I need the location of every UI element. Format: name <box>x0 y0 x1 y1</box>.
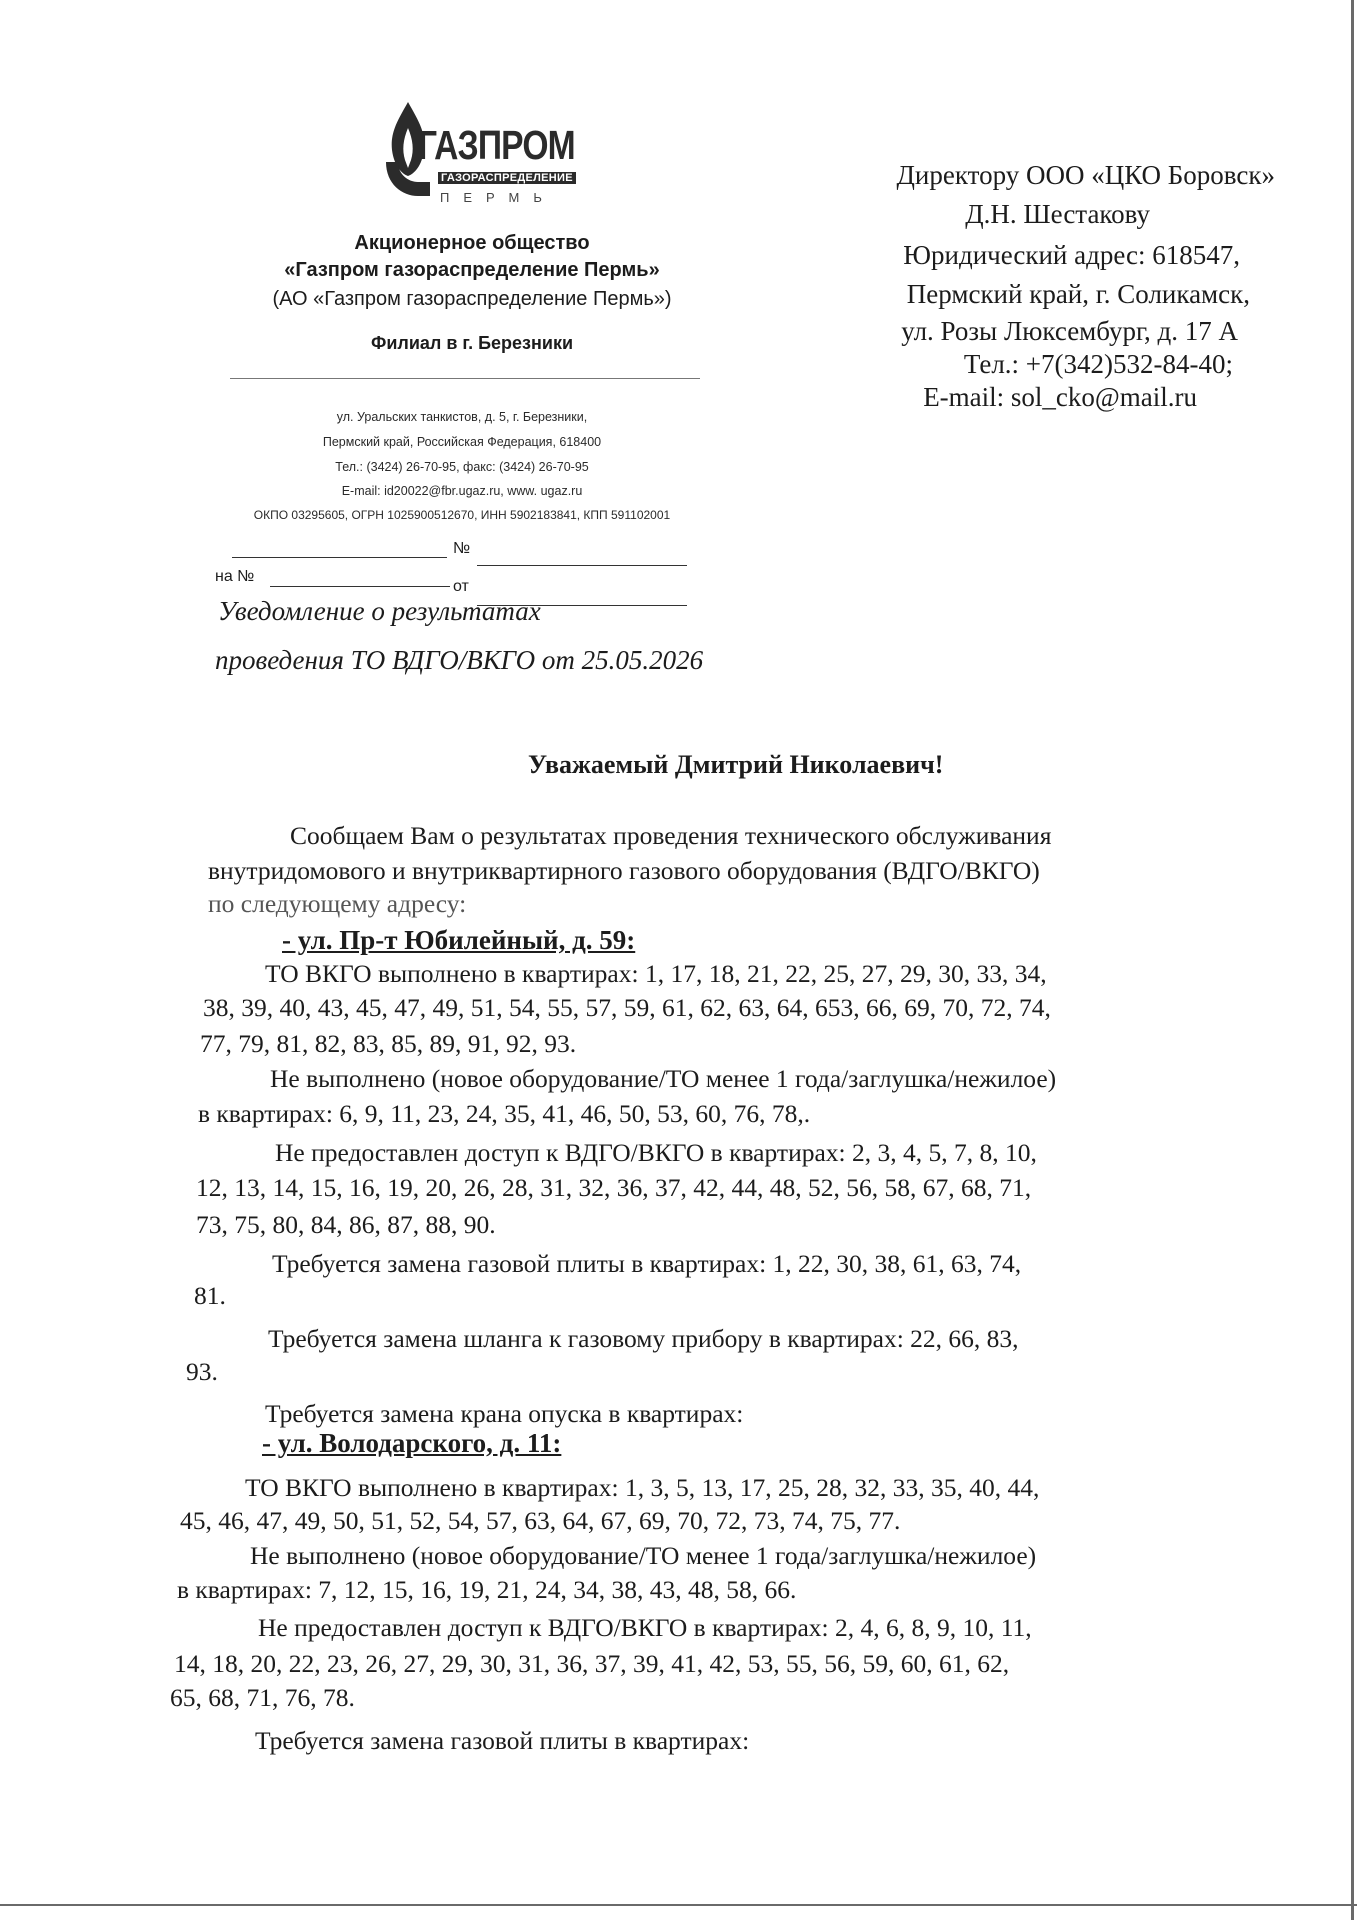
intro-line3: по следующему адресу: <box>208 889 467 918</box>
company-logo <box>378 98 575 206</box>
branch-address-line1: ул. Уральских танкистов, д. 5, г. Березники, <box>336 410 588 424</box>
address1-hose-line2: 93. <box>186 1357 218 1386</box>
number-blank <box>477 565 687 566</box>
org-name: «Газпром газораспределение Пермь» <box>284 259 660 281</box>
recipient-line5: ул. Розы Люксембург, д. 17 А <box>901 316 1238 346</box>
address1-notdone-line1: Не выполнено (новое оборудование/ТО менее 1 года/заглушка/нежилое) <box>270 1064 1057 1093</box>
branch-address-line2: Пермский край, Российская Федерация, 618400 <box>322 435 602 449</box>
address1-done-line3: 77, 79, 81, 82, 83, 85, 89, 91, 92, 93. <box>200 1029 577 1058</box>
subject-line2: проведения ТО ВДГО/ВКГО от 25.05.2026 <box>215 645 704 675</box>
address1-noaccess-line1: Не предоставлен доступ к ВДГО/ВКГО в квартирах: 2, 3, 4, 5, 7, 8, 10, <box>275 1138 1037 1167</box>
recipient-line4: Пермский край, г. Соликамск, <box>906 279 1250 309</box>
address2-noaccess-line1: Не предоставлен доступ к ВДГО/ВКГО в квартирах: 2, 4, 6, 8, 9, 10, 11, <box>258 1613 1032 1642</box>
address2-title: - ул. Володарского, д. 11: <box>262 1428 562 1458</box>
logo-wordmark: ГАЗПРОМ <box>418 122 575 168</box>
recipient-line3: Юридический адрес: 618547, <box>903 240 1240 270</box>
address2-stove-line1: Требуется замена газовой плиты в квартирах: <box>255 1726 750 1755</box>
address2-done-line2: 45, 46, 47, 49, 50, 51, 52, 54, 57, 63, 64, 67, 69, 70, 72, 73, 74, 75, 77. <box>180 1506 901 1535</box>
org-type: Акционерное общество <box>354 232 590 254</box>
salutation: Уважаемый Дмитрий Николаевич! <box>528 750 944 779</box>
subject-line1: Уведомление о результатах <box>218 596 541 626</box>
number-label: № <box>453 540 471 557</box>
address2-done-line1: ТО ВКГО выполнено в квартирах: 1, 3, 5, 13, 17, 25, 28, 32, 33, 35, 40, 44, <box>245 1473 1040 1502</box>
address1-title: - ул. Пр-т Юбилейный, д. 59: <box>282 925 636 955</box>
recipient-line2: Д.Н. Шестакову <box>965 199 1150 229</box>
org-short-name: (АО «Газпром газораспределение Пермь») <box>272 288 672 310</box>
address1-valve: Требуется замена крана опуска в квартирах: <box>265 1399 744 1428</box>
address1-stove-line1: Требуется замена газовой плиты в квартирах: 1, 22, 30, 38, 61, 63, 74, <box>272 1249 1022 1278</box>
branch-phone: Тел.: (3424) 26-70-95, факс: (3424) 26-70-95 <box>335 460 589 474</box>
scan-edge-bottom <box>0 1904 1357 1906</box>
intro-line2: внутридомового и внутриквартирного газового оборудования (ВДГО/ВКГО) <box>208 856 1040 885</box>
address1-done-line1: ТО ВКГО выполнено в квартирах: 1, 17, 18, 21, 22, 25, 27, 29, 30, 33, 34, <box>265 959 1047 988</box>
address1-notdone-line2: в квартирах: 6, 9, 11, 23, 24, 35, 41, 46, 50, 53, 60, 76, 78,. <box>198 1099 811 1128</box>
recipient-line6: Тел.: +7(342)532-84-40; <box>963 349 1233 379</box>
intro-line1: Сообщаем Вам о результатах проведения технического обслуживания <box>290 821 1052 850</box>
address1-hose-line1: Требуется замена шланга к газовому прибору в квартирах: 22, 66, 83, <box>268 1324 1019 1353</box>
address2-notdone-line2: в квартирах: 7, 12, 15, 16, 19, 21, 24, 34, 38, 43, 48, 58, 66. <box>177 1575 797 1604</box>
address2-notdone-line1: Не выполнено (новое оборудование/ТО менее 1 года/заглушка/нежилое) <box>250 1541 1037 1570</box>
address2-noaccess-line3: 65, 68, 71, 76, 78. <box>170 1683 355 1712</box>
branch-email-web: E-mail: id20022@fbr.ugaz.ru, www. ugaz.ru <box>341 484 583 498</box>
address1-done-line2: 38, 39, 40, 43, 45, 47, 49, 51, 54, 55, 57, 59, 61, 62, 63, 64, 653, 66, 69, 70, 72, 74, <box>203 993 1051 1022</box>
recipient-line7: E-mail: sol_cko@mail.ru <box>923 382 1197 412</box>
logo-city: ПЕРМЬ <box>440 190 556 205</box>
from-label: от <box>453 578 469 595</box>
address1-noaccess-line2: 12, 13, 14, 15, 16, 19, 20, 26, 28, 31, 32, 36, 37, 42, 44, 48, 52, 56, 58, 67, 68, 71, <box>196 1173 1032 1202</box>
address1-stove-line2: 81. <box>194 1281 226 1310</box>
recipient-line1: Директору ООО «ЦКО Боровск» <box>896 160 1275 190</box>
address2-noaccess-line2: 14, 18, 20, 22, 23, 26, 27, 29, 30, 31, 36, 37, 39, 41, 42, 53, 55, 56, 59, 60, 61, 62, <box>174 1649 1010 1678</box>
reference-blank <box>270 586 450 587</box>
letterhead-divider <box>230 378 700 379</box>
address1-noaccess-line3: 73, 75, 80, 84, 86, 87, 88, 90. <box>196 1210 496 1239</box>
branch-codes: ОКПО 03295605, ОГРН 1025900512670, ИНН 5902183841, КПП 591102001 <box>253 508 671 522</box>
logo-subtitle: ГАЗОРАСПРЕДЕЛЕНИЕ <box>438 172 576 184</box>
scan-edge-right <box>1351 0 1354 1920</box>
branch-name: Филиал в г. Березники <box>370 333 574 353</box>
outgoing-number-blank <box>232 557 447 558</box>
reference-label: на № <box>215 568 255 585</box>
